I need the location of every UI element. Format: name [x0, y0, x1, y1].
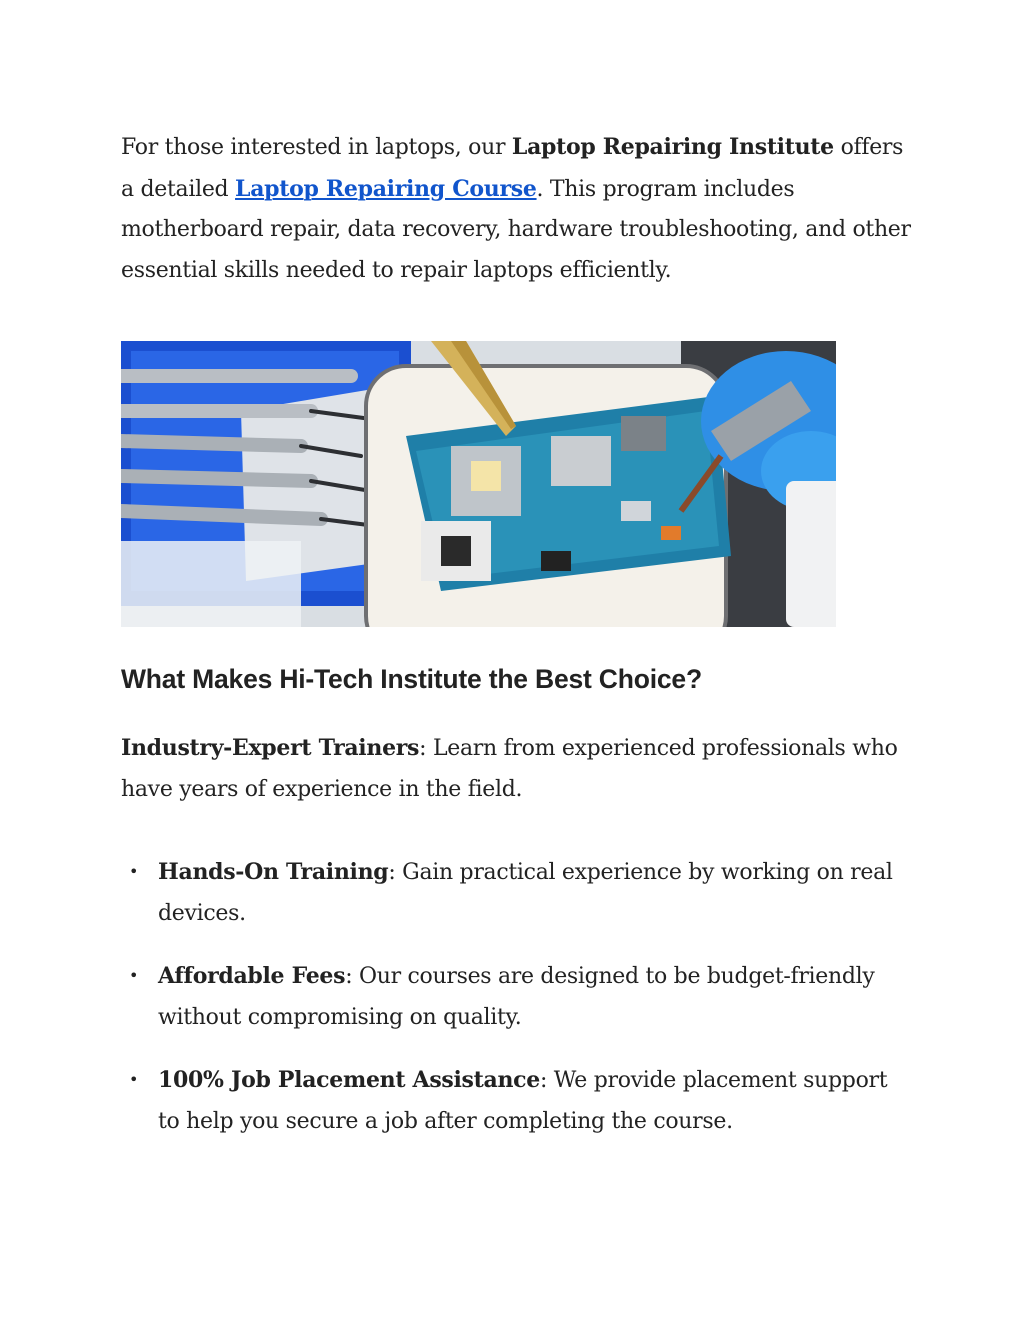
intro-text-1: For those interested in laptops, our [121, 135, 512, 160]
trainers-paragraph [121, 728, 911, 810]
list-item-bold: Hands-On Training [158, 859, 389, 885]
list-item-text: : Our courses are designed to be budget-friendly without compromising on quality. [158, 964, 875, 1030]
list-item [121, 956, 911, 1038]
list-item [121, 1060, 911, 1142]
intro-paragraph [121, 127, 911, 291]
list-item-bold: 100% Job Placement Assistance [158, 1067, 540, 1093]
list-item-text: : Gain practical experience by working on real devices. [158, 860, 893, 926]
phone-motherboard-repair-photo-icon [121, 341, 836, 627]
list-item [121, 852, 911, 934]
section-heading: What Makes Hi-Tech Institute the Best Choice? [121, 664, 702, 694]
bullet-icon: • [129, 1070, 139, 1089]
list-item-bold: Affordable Fees [158, 963, 346, 989]
trainers-bold: Industry-Expert Trainers [121, 735, 420, 761]
intro-text-2: offers a detailed [121, 135, 904, 202]
course-link[interactable]: Laptop Repairing Course [235, 175, 537, 202]
intro-text-3: . This program includes motherboard repair, data recovery, hardware troubleshooting, and other essential skills needed to repair laptops efficiently. [121, 176, 911, 283]
bullet-icon: • [129, 862, 139, 881]
bullet-icon: • [129, 966, 139, 985]
intro-bold-institute: Laptop Repairing Institute [511, 134, 834, 160]
repair-photo [121, 341, 836, 627]
benefits-list [121, 852, 911, 1164]
trainers-text: : Learn from experienced professionals who have years of experience in the field. [121, 736, 898, 802]
list-item-text: : We provide placement support to help you secure a job after completing the course. [158, 1068, 888, 1134]
